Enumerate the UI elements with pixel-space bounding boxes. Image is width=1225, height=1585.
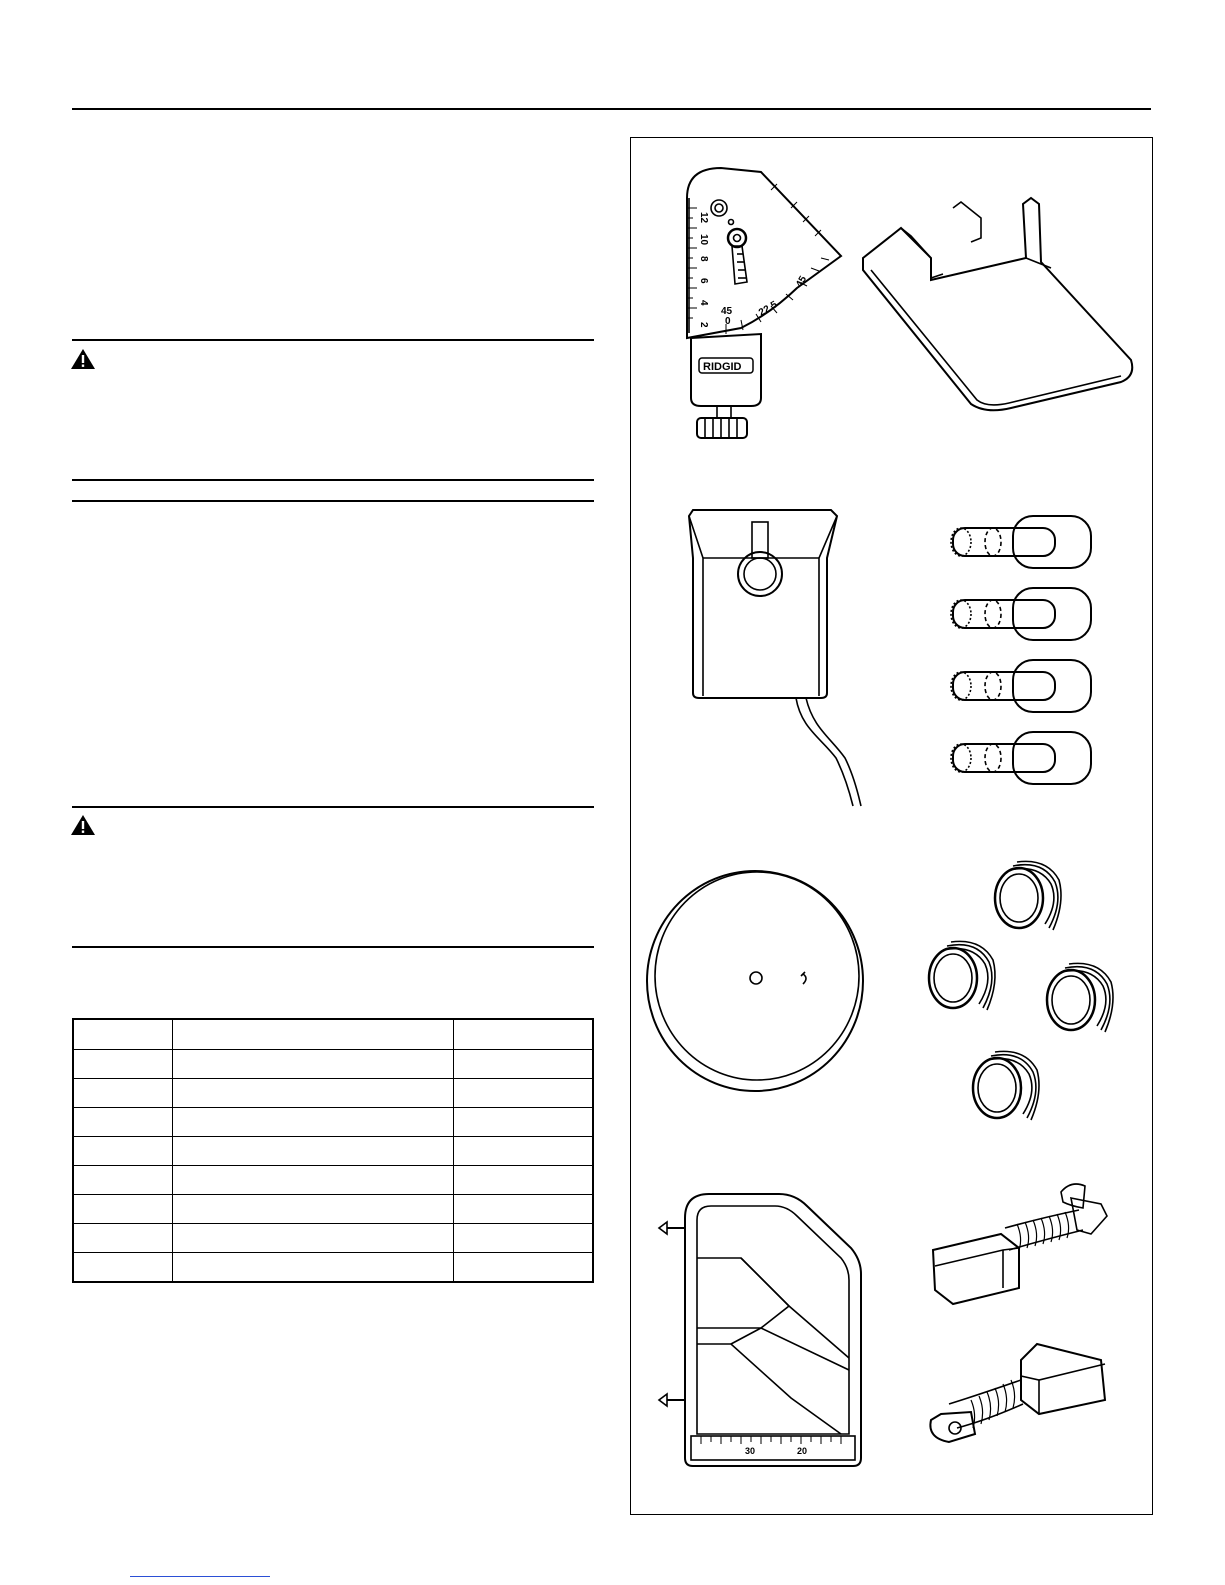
svg-text:6: 6	[698, 278, 709, 284]
table-row	[73, 1079, 593, 1108]
table-row	[73, 1253, 593, 1283]
footer-link-underline	[130, 1576, 270, 1577]
table-row	[73, 1224, 593, 1253]
miter-gauge-illustration	[687, 168, 841, 438]
section-rule	[72, 946, 594, 948]
fence-panel-illustration	[659, 1194, 861, 1466]
table-row	[73, 1195, 593, 1224]
svg-text:30: 30	[745, 1446, 756, 1456]
svg-text:22.5: 22.5	[757, 299, 780, 319]
rubber-feet-illustration	[929, 861, 1113, 1120]
brand-mark: RIDGID	[703, 361, 742, 373]
bracket-illustration	[863, 198, 1132, 410]
parts-illustration-panel	[630, 137, 1153, 1515]
table-row	[73, 1137, 593, 1166]
svg-text:12: 12	[698, 212, 709, 224]
table-row	[73, 1019, 593, 1050]
carbon-brushes-illustration	[930, 1184, 1107, 1442]
header-rule	[72, 108, 1151, 110]
table-row	[73, 1166, 593, 1195]
svg-text:0: 0	[725, 316, 731, 327]
parts-table	[72, 1018, 594, 1283]
table-row	[73, 1108, 593, 1137]
svg-text:20: 20	[797, 1446, 808, 1456]
svg-text:45: 45	[721, 306, 733, 317]
svg-text:10: 10	[698, 234, 709, 246]
section-rule	[72, 479, 594, 481]
section-rule	[72, 500, 594, 502]
warning-triangle-icon	[70, 814, 96, 836]
svg-text:45: 45	[794, 274, 810, 290]
section-rule	[72, 806, 594, 808]
svg-text:4: 4	[698, 300, 709, 306]
svg-text:2: 2	[698, 322, 709, 328]
dust-adapter-illustration	[689, 510, 861, 806]
bolts-illustration	[951, 516, 1091, 784]
section-rule	[72, 339, 594, 341]
warning-triangle-icon	[70, 348, 96, 370]
svg-text:8: 8	[698, 256, 709, 262]
table-row	[73, 1050, 593, 1079]
sanding-disc-illustration	[647, 871, 863, 1091]
